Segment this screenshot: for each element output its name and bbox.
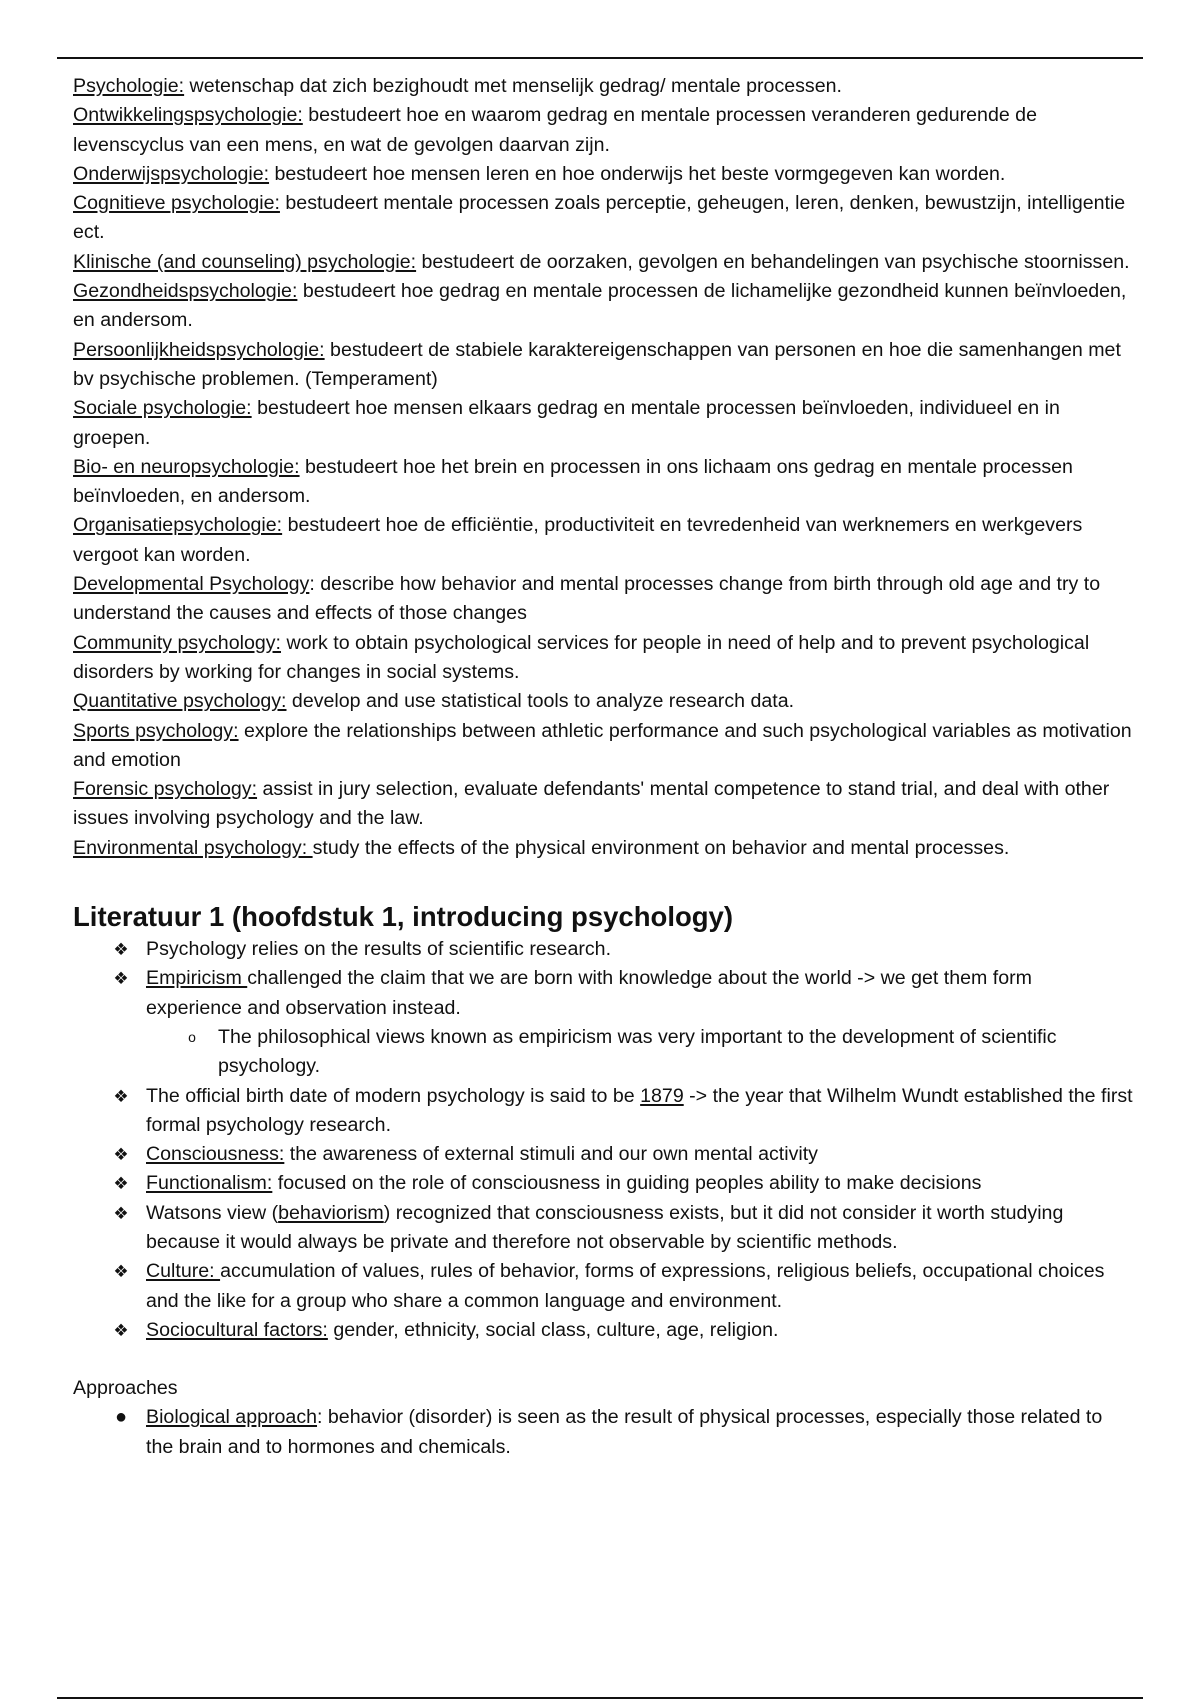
bullet-term: behaviorism <box>278 1201 384 1224</box>
bullet-text: ) recognized that consciousness exists, but it did not consider it worth studying because it would always be private and therefore not observable by scientific methods. <box>146 1201 1064 1253</box>
definition-term: Sports psychology: <box>73 719 239 742</box>
bullet-term: Empiricism <box>146 967 248 990</box>
diamond-bullet-icon: ❖ <box>113 940 129 960</box>
diamond-bullet-icon: ❖ <box>113 1203 129 1223</box>
definition-text: bestudeert mentale processen zoals perceptie, geheugen, leren, denken, bewustzijn, intelligentie ect. <box>73 192 1126 244</box>
definition-item <box>73 453 1133 512</box>
definition-term: Community psychology: <box>73 631 281 654</box>
definition-text: bestudeert hoe gedrag en mentale processen de lichamelijke gezondheid kunnen beïnvloeden, en andersom. <box>73 280 1127 332</box>
bullet-list <box>73 1082 1133 1346</box>
definition-text: work to obtain psychological services for people in need of help and to prevent psychological disorders by working for changes in social systems. <box>73 631 1090 683</box>
definition-item <box>73 101 1133 160</box>
definition-item <box>73 277 1133 336</box>
definition-term: Klinische (and counseling) psychologie: <box>73 250 417 273</box>
definition-term: Sociale psychologie: <box>73 397 252 420</box>
approach-term: Biological approach <box>146 1406 318 1429</box>
diamond-bullet-icon: ❖ <box>113 1086 129 1106</box>
definition-item <box>73 687 1133 716</box>
definition-text: assist in jury selection, evaluate defendants' mental competence to stand trial, and deal with other issues involving psychology and the law. <box>73 778 1110 830</box>
bullet-item <box>73 1199 1133 1258</box>
definition-text: bestudeert de oorzaken, gevolgen en behandelingen van psychische stoornissen. <box>416 250 1130 273</box>
definition-item <box>73 160 1133 189</box>
bullet-item <box>73 1082 1133 1141</box>
definition-item <box>73 72 1133 101</box>
definition-text: wetenschap dat zich bezighoudt met menselijk gedrag/ mentale processen. <box>184 75 842 97</box>
definition-item <box>73 248 1133 277</box>
bottom-rule <box>57 1697 1143 1699</box>
approach-item <box>73 1403 1133 1462</box>
sub-bullet-list <box>73 1023 1133 1082</box>
definition-text: explore the relationships between athletic performance and such psychological variables as motivation and emotion <box>73 719 1132 771</box>
diamond-bullet-icon: ❖ <box>113 1320 129 1340</box>
definition-term: Onderwijspsychologie: <box>73 162 270 185</box>
top-rule <box>57 57 1143 59</box>
sub-bullet-item <box>146 1023 1133 1082</box>
definition-term: Quantitative psychology: <box>73 690 287 713</box>
definition-term: Gezondheidspsychologie: <box>73 280 298 303</box>
diamond-bullet-icon: ❖ <box>113 1262 129 1282</box>
definition-term: Forensic psychology: <box>73 778 258 801</box>
bullet-list <box>73 935 1133 1023</box>
diamond-bullet-icon: ❖ <box>113 969 129 989</box>
bullet-text: focused on the role of consciousness in guiding peoples ability to make decisions <box>272 1172 982 1195</box>
bullet-item <box>73 964 1133 1023</box>
bullet-item <box>73 1257 1133 1316</box>
diamond-bullet-icon: ❖ <box>113 1145 129 1165</box>
circle-bullet-icon: o <box>188 1028 196 1045</box>
definition-text: bestudeert hoe de efficiëntie, productiviteit en tevredenheid van werknemers en werkgevers vergoot kan worden. <box>73 514 1083 566</box>
bullet-text: Watsons view ( <box>146 1201 279 1224</box>
bullet-text: the awareness of external stimuli and our own mental activity <box>284 1143 818 1166</box>
definition-term: Ontwikkelingspsychologie: <box>73 104 303 127</box>
bullet-text: accumulation of values, rules of behavior, forms of expressions, religious beliefs, occupational choices and the like for a group who share a common language and environment. <box>146 1260 1105 1312</box>
bullet-text: Psychology relies on the results of scientific research. <box>146 938 612 961</box>
definition-item <box>73 570 1133 629</box>
definition-term: Cognitieve psychologie: <box>73 192 280 215</box>
definition-item <box>73 775 1133 834</box>
definition-term: Persoonlijkheidspsychologie: <box>73 338 325 361</box>
definition-term: Psychologie: <box>73 75 185 97</box>
bullet-term: Consciousness: <box>146 1143 285 1166</box>
document-page <box>73 72 1133 1462</box>
bullet-term: Functionalism: <box>146 1172 273 1195</box>
sub-bullet-text: The philosophical views known as empiricism was very important to the development of scientific psychology. <box>218 1025 1057 1078</box>
dot-bullet-icon: ● <box>114 1406 128 1429</box>
bullet-text: The official birth date of modern psychology is said to be <box>146 1084 641 1107</box>
definition-item <box>73 189 1133 248</box>
definition-term: Environmental psychology: <box>73 836 313 859</box>
definition-text: bestudeert hoe mensen leren en hoe onderwijs het beste vormgegeven kan worden. <box>269 162 1006 185</box>
section-heading: Literatuur 1 (hoofdstuk 1, introducing psychology) <box>73 901 734 933</box>
definition-text: bestudeert hoe het brein en processen in ons lichaam ons gedrag en mentale processen beïnvloeden, en andersom. <box>73 455 1073 508</box>
bullet-item <box>73 1169 1133 1198</box>
definition-text: bestudeert hoe mensen elkaars gedrag en mentale processen beïnvloeden, individueel en in groepen. <box>73 397 1060 449</box>
definition-item <box>73 336 1133 395</box>
approach-text: : behavior (disorder) is seen as the result of physical processes, especially those related to the brain and to hormones and chemicals. <box>146 1406 1103 1458</box>
bullet-text: gender, ethnicity, social class, culture, age, religion. <box>327 1318 779 1341</box>
definition-term: Bio- en neuropsychologie: <box>73 455 300 478</box>
definition-item <box>73 511 1133 570</box>
approaches-label: Approaches <box>73 1377 178 1400</box>
bullet-item <box>73 1140 1133 1169</box>
bullet-term: Sociocultural factors: <box>146 1318 328 1341</box>
bullet-year: 1879 <box>640 1084 684 1107</box>
definitions-list <box>73 72 1133 863</box>
definition-term: Organisatiepsychologie: <box>73 514 283 537</box>
bullet-text: -> the year that Wilhelm Wundt established the first formal psychology research. <box>146 1084 1133 1136</box>
definition-item <box>73 394 1133 453</box>
diamond-bullet-icon: ❖ <box>113 1174 129 1194</box>
definition-item <box>73 629 1133 688</box>
bullet-item <box>73 935 1133 964</box>
definition-text: bestudeert hoe en waarom gedrag en mentale processen veranderen gedurende de levenscyclus van een mens, en wat de gevolgen daarvan zijn. <box>73 104 1037 156</box>
bullet-text: challenged the claim that we are born with knowledge about the world -> we get them form experience and observation instead. <box>146 967 1032 1019</box>
definition-text: develop and use statistical tools to analyze research data. <box>286 690 795 713</box>
bullet-item <box>73 1316 1133 1345</box>
definition-text: : describe how behavior and mental processes change from birth through old age and try to understand the causes and effects of those changes <box>73 573 1101 625</box>
definition-item <box>73 717 1133 776</box>
definition-text: bestudeert de stabiele karaktereigenschappen van personen en hoe die samenhangen met bv psychische problemen. (Temperament) <box>73 338 1121 390</box>
definition-item <box>73 834 1133 863</box>
bullet-term: Culture: <box>146 1260 221 1283</box>
definition-term: Developmental Psychology <box>73 573 310 596</box>
approaches-list <box>73 1403 1133 1462</box>
definition-text: study the effects of the physical environment on behavior and mental processes. <box>312 836 1010 859</box>
